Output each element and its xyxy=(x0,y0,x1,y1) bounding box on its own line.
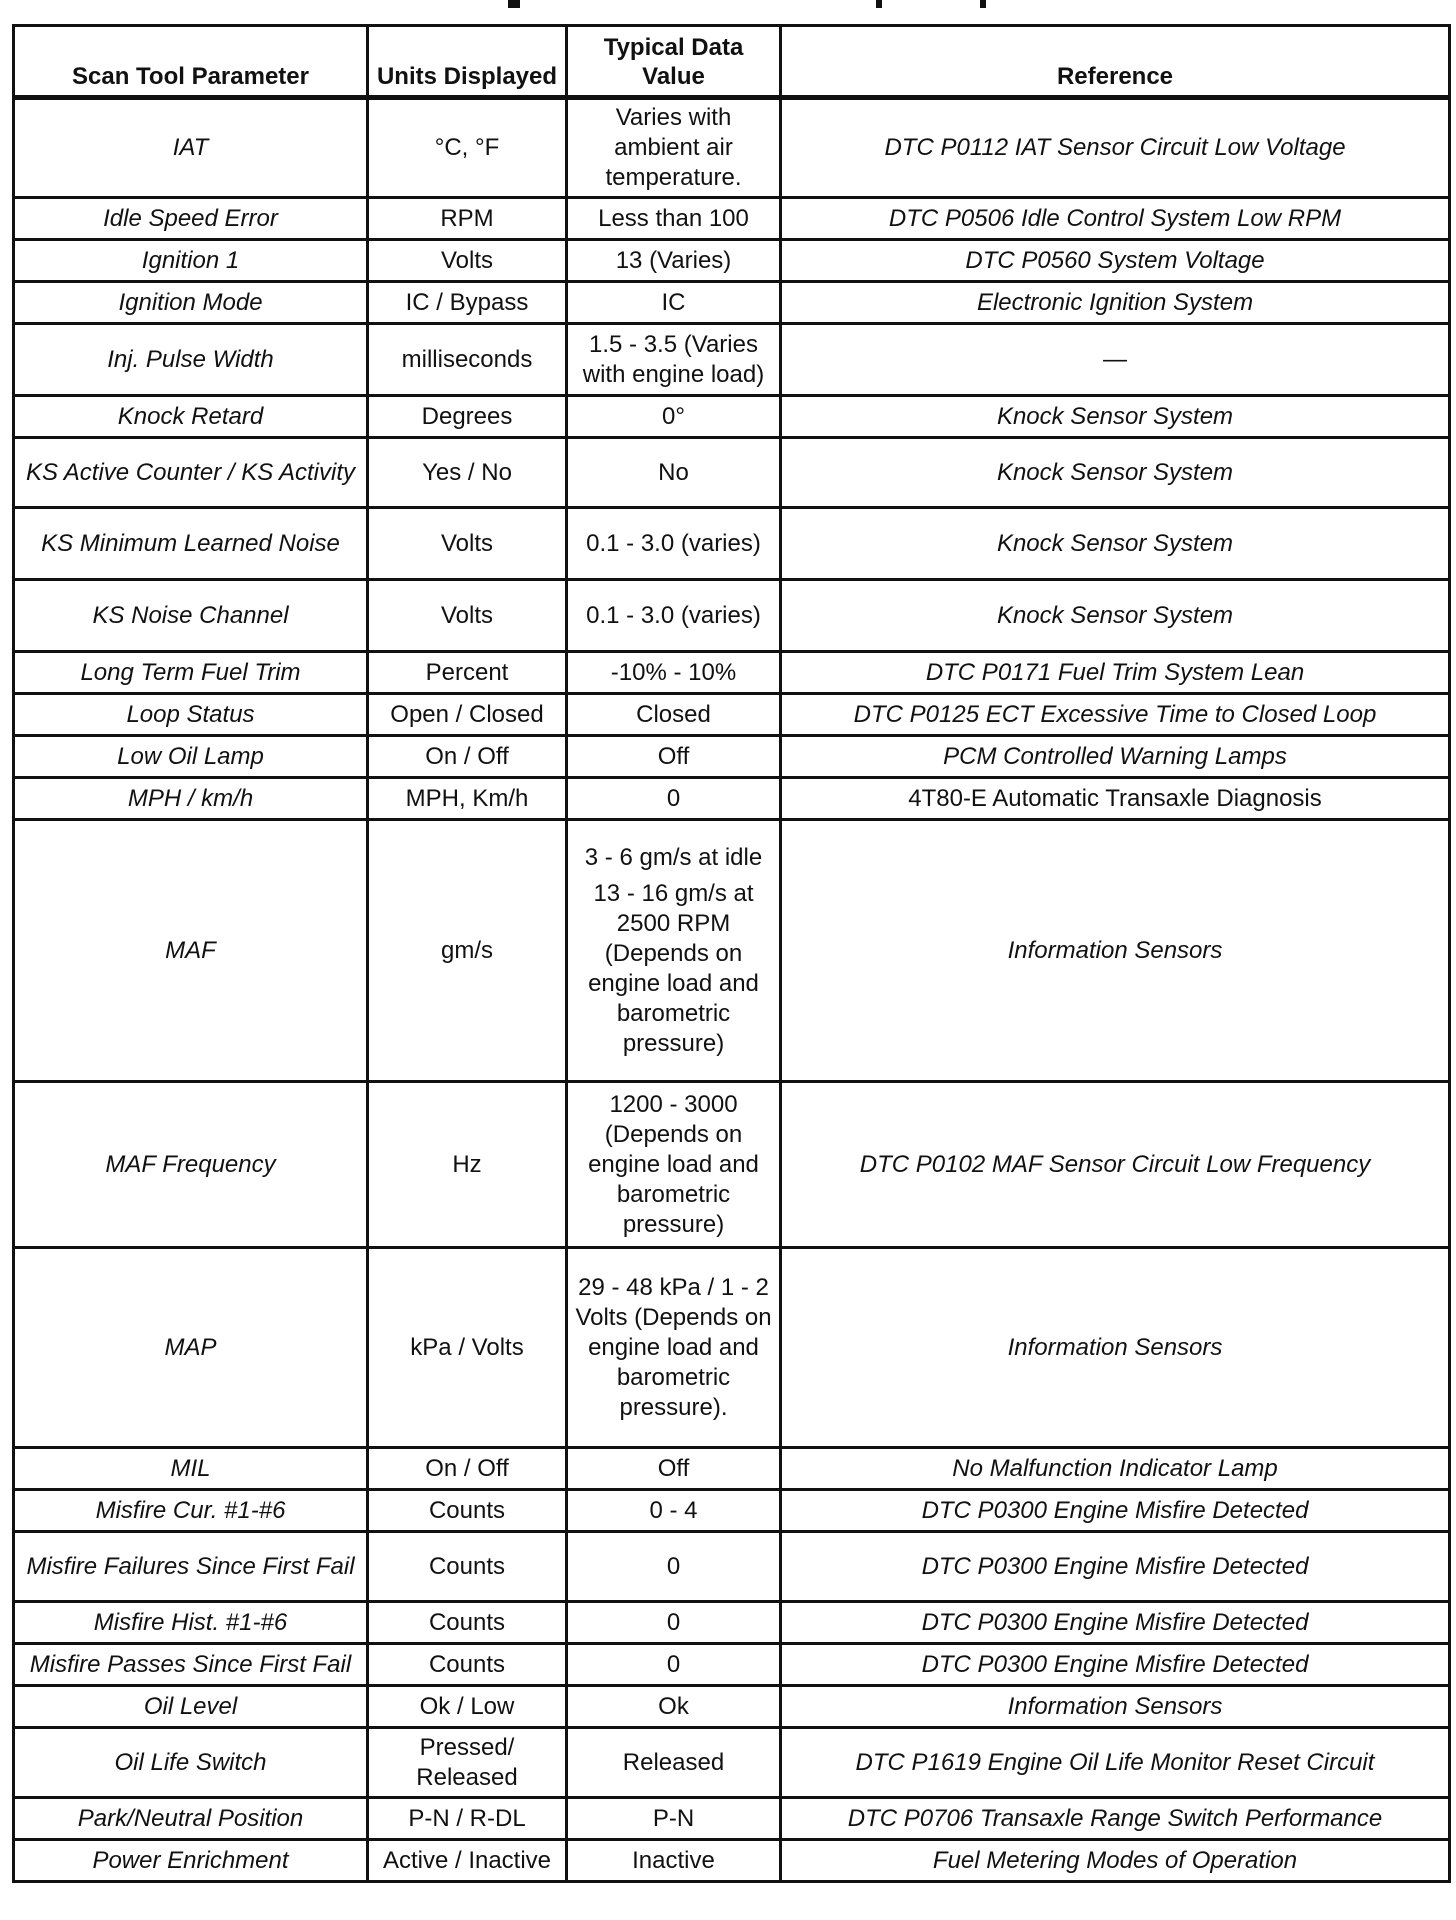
typical-value-cell xyxy=(567,652,781,694)
reference-cell: Information Sensors xyxy=(781,1686,1450,1728)
typical-value-text: Varies with ambient air temperature. xyxy=(605,104,742,191)
typical-value-cell xyxy=(567,1798,781,1840)
table-row xyxy=(14,1686,1450,1728)
units-cell: Ok / Low xyxy=(368,1686,567,1728)
table-row xyxy=(14,1840,1450,1882)
typical-value-text: 0° xyxy=(662,402,685,430)
parameter-cell: Oil Level xyxy=(14,1686,368,1728)
typical-value-text: 29 - 48 kPa / 1 - 2 Volts (Depends on engine load and barometric pressure). xyxy=(575,1273,772,1421)
typical-value-cell xyxy=(567,778,781,820)
units-cell: Counts xyxy=(368,1602,567,1644)
table-row xyxy=(14,324,1450,396)
units-cell: On / Off xyxy=(368,736,567,778)
parameter-cell: MAP xyxy=(14,1248,368,1448)
header-row xyxy=(14,26,1450,98)
units-cell: Pressed/ Released xyxy=(368,1728,567,1798)
typical-value-text: 3 - 6 gm/s at idle xyxy=(584,843,763,871)
units-cell: Percent xyxy=(368,652,567,694)
units-cell: Degrees xyxy=(368,396,567,438)
parameter-cell: Oil Life Switch xyxy=(14,1728,368,1798)
units-cell: °C, °F xyxy=(368,98,567,198)
reference-cell: DTC P0112 IAT Sensor Circuit Low Voltage xyxy=(781,98,1450,198)
typical-value-text: Ok xyxy=(658,1692,689,1720)
table-row xyxy=(14,198,1450,240)
header-reference: Reference xyxy=(781,26,1450,98)
parameter-cell: MIL xyxy=(14,1448,368,1490)
reference-cell: DTC P0506 Idle Control System Low RPM xyxy=(781,198,1450,240)
typical-value-cell xyxy=(567,1448,781,1490)
typical-value-cell xyxy=(567,1532,781,1602)
typical-value-cell xyxy=(567,1248,781,1448)
reference-cell: DTC P1619 Engine Oil Life Monitor Reset Circuit xyxy=(781,1728,1450,1798)
reference-cell: DTC P0300 Engine Misfire Detected xyxy=(781,1532,1450,1602)
reference-cell: Knock Sensor System xyxy=(781,438,1450,508)
typical-value-text: 13 - 16 gm/s at 2500 RPM (Depends on engine load and barometric pressure) xyxy=(588,879,759,1057)
units-cell: IC / Bypass xyxy=(368,282,567,324)
parameter-cell: Loop Status xyxy=(14,694,368,736)
reference-cell: Knock Sensor System xyxy=(781,508,1450,580)
parameter-cell: MAF xyxy=(14,820,368,1082)
parameter-cell: Low Oil Lamp xyxy=(14,736,368,778)
table-row xyxy=(14,580,1450,652)
parameter-cell: IAT xyxy=(14,98,368,198)
typical-value-cell xyxy=(567,736,781,778)
reference-cell: DTC P0171 Fuel Trim System Lean xyxy=(781,652,1450,694)
reference-cell: No Malfunction Indicator Lamp xyxy=(781,1448,1450,1490)
reference-cell: PCM Controlled Warning Lamps xyxy=(781,736,1450,778)
scan-tool-data-table xyxy=(12,24,1451,1883)
parameter-cell: KS Minimum Learned Noise xyxy=(14,508,368,580)
reference-cell: DTC P0560 System Voltage xyxy=(781,240,1450,282)
table-row xyxy=(14,438,1450,508)
units-cell: Volts xyxy=(368,508,567,580)
typical-value-cell xyxy=(567,240,781,282)
reference-cell: DTC P0125 ECT Excessive Time to Closed Loop xyxy=(781,694,1450,736)
table-row xyxy=(14,820,1450,1082)
parameter-cell: MAF Frequency xyxy=(14,1082,368,1248)
parameter-cell: Misfire Failures Since First Fail xyxy=(14,1532,368,1602)
units-cell: Volts xyxy=(368,580,567,652)
typical-value-text: 0 xyxy=(666,1608,681,1636)
typical-value-cell xyxy=(567,508,781,580)
table-row xyxy=(14,1490,1450,1532)
scan-tool-data-table-container xyxy=(12,24,1448,1883)
table-row xyxy=(14,98,1450,198)
table-row xyxy=(14,1248,1450,1448)
reference-cell: Knock Sensor System xyxy=(781,396,1450,438)
typical-value-cell xyxy=(567,1602,781,1644)
typical-value-cell xyxy=(567,820,781,1082)
units-cell: P-N / R-DL xyxy=(368,1798,567,1840)
typical-value-cell xyxy=(567,396,781,438)
typical-value-text: Closed xyxy=(636,700,711,728)
table-row xyxy=(14,396,1450,438)
typical-value-cell xyxy=(567,580,781,652)
typical-value-text: 1.5 - 3.5 (Varies with engine load) xyxy=(582,330,765,388)
typical-value-text: 0 xyxy=(666,1650,681,1678)
typical-value-cell xyxy=(567,1644,781,1686)
parameter-cell: KS Noise Channel xyxy=(14,580,368,652)
typical-value-text: Released xyxy=(622,1748,725,1776)
reference-cell: DTC P0102 MAF Sensor Circuit Low Frequency xyxy=(781,1082,1450,1248)
header-parameter: Scan Tool Parameter xyxy=(14,26,368,98)
typical-value-text: Off xyxy=(657,742,690,770)
table-row xyxy=(14,1728,1450,1798)
table-row xyxy=(14,1798,1450,1840)
header-typical: Typical Data Value xyxy=(567,26,781,98)
reference-cell: Knock Sensor System xyxy=(781,580,1450,652)
parameter-cell: Park/Neutral Position xyxy=(14,1798,368,1840)
typical-value-cell xyxy=(567,694,781,736)
reference-cell: DTC P0706 Transaxle Range Switch Performance xyxy=(781,1798,1450,1840)
reference-cell: Electronic Ignition System xyxy=(781,282,1450,324)
parameter-cell: Ignition Mode xyxy=(14,282,368,324)
cropped-title-fragment xyxy=(0,0,1456,20)
typical-value-text: 0 xyxy=(666,784,681,812)
units-cell: Counts xyxy=(368,1532,567,1602)
typical-value-text: Inactive xyxy=(632,1846,715,1874)
typical-value-text: 1200 - 3000 (Depends on engine load and barometric pressure) xyxy=(588,1090,759,1238)
typical-value-text: IC xyxy=(661,288,686,316)
units-cell: Yes / No xyxy=(368,438,567,508)
table-row xyxy=(14,508,1450,580)
units-cell: Volts xyxy=(368,240,567,282)
typical-value-cell xyxy=(567,1728,781,1798)
reference-cell: 4T80-E Automatic Transaxle Diagnosis xyxy=(781,778,1450,820)
table-row xyxy=(14,652,1450,694)
typical-value-cell xyxy=(567,198,781,240)
typical-value-cell xyxy=(567,1840,781,1882)
units-cell: milliseconds xyxy=(368,324,567,396)
header-units: Units Displayed xyxy=(368,26,567,98)
table-row xyxy=(14,1448,1450,1490)
reference-cell: Information Sensors xyxy=(781,820,1450,1082)
parameter-cell: MPH / km/h xyxy=(14,778,368,820)
typical-value-text: 0.1 - 3.0 (varies) xyxy=(586,601,761,629)
parameter-cell: Ignition 1 xyxy=(14,240,368,282)
table-row xyxy=(14,1602,1450,1644)
table-row xyxy=(14,240,1450,282)
typical-value-text: 0 - 4 xyxy=(649,1496,698,1524)
typical-value-text: P-N xyxy=(652,1804,695,1832)
table-row xyxy=(14,1532,1450,1602)
typical-value-text: 13 (Varies) xyxy=(615,246,732,274)
parameter-cell: Misfire Hist. #1-#6 xyxy=(14,1602,368,1644)
typical-value-cell xyxy=(567,1082,781,1248)
parameter-cell: Misfire Cur. #1-#6 xyxy=(14,1490,368,1532)
parameter-cell: Inj. Pulse Width xyxy=(14,324,368,396)
typical-value-text: Off xyxy=(657,1454,690,1482)
reference-cell: DTC P0300 Engine Misfire Detected xyxy=(781,1490,1450,1532)
typical-value-text: -10% - 10% xyxy=(610,658,737,686)
typical-value-cell xyxy=(567,98,781,198)
typical-value-cell xyxy=(567,1490,781,1532)
units-cell: Hz xyxy=(368,1082,567,1248)
table-row xyxy=(14,1082,1450,1248)
parameter-cell: Misfire Passes Since First Fail xyxy=(14,1644,368,1686)
typical-value-cell xyxy=(567,282,781,324)
table-row xyxy=(14,694,1450,736)
units-cell: RPM xyxy=(368,198,567,240)
typical-value-cell xyxy=(567,438,781,508)
typical-value-text: No xyxy=(658,458,689,486)
typical-value-cell xyxy=(567,1686,781,1728)
units-cell: On / Off xyxy=(368,1448,567,1490)
parameter-cell: KS Active Counter / KS Activity xyxy=(14,438,368,508)
table-row xyxy=(14,778,1450,820)
units-cell: Open / Closed xyxy=(368,694,567,736)
parameter-cell: Long Term Fuel Trim xyxy=(14,652,368,694)
typical-value-text: 0.1 - 3.0 (varies) xyxy=(586,529,761,557)
units-cell: MPH, Km/h xyxy=(368,778,567,820)
units-cell: Counts xyxy=(368,1644,567,1686)
units-cell: gm/s xyxy=(368,820,567,1082)
reference-cell: DTC P0300 Engine Misfire Detected xyxy=(781,1644,1450,1686)
units-cell: kPa / Volts xyxy=(368,1248,567,1448)
reference-cell: Fuel Metering Modes of Operation xyxy=(781,1840,1450,1882)
typical-value-text: 0 xyxy=(666,1552,681,1580)
reference-cell: — xyxy=(781,324,1450,396)
typical-value-cell xyxy=(567,324,781,396)
reference-cell: DTC P0300 Engine Misfire Detected xyxy=(781,1602,1450,1644)
table-row xyxy=(14,736,1450,778)
reference-cell: Information Sensors xyxy=(781,1248,1450,1448)
units-cell: Counts xyxy=(368,1490,567,1532)
typical-value-text: Less than 100 xyxy=(598,204,749,232)
parameter-cell: Idle Speed Error xyxy=(14,198,368,240)
parameter-cell: Power Enrichment xyxy=(14,1840,368,1882)
table-body xyxy=(14,98,1450,1882)
parameter-cell: Knock Retard xyxy=(14,396,368,438)
table-row xyxy=(14,282,1450,324)
table-row xyxy=(14,1644,1450,1686)
units-cell: Active / Inactive xyxy=(368,1840,567,1882)
